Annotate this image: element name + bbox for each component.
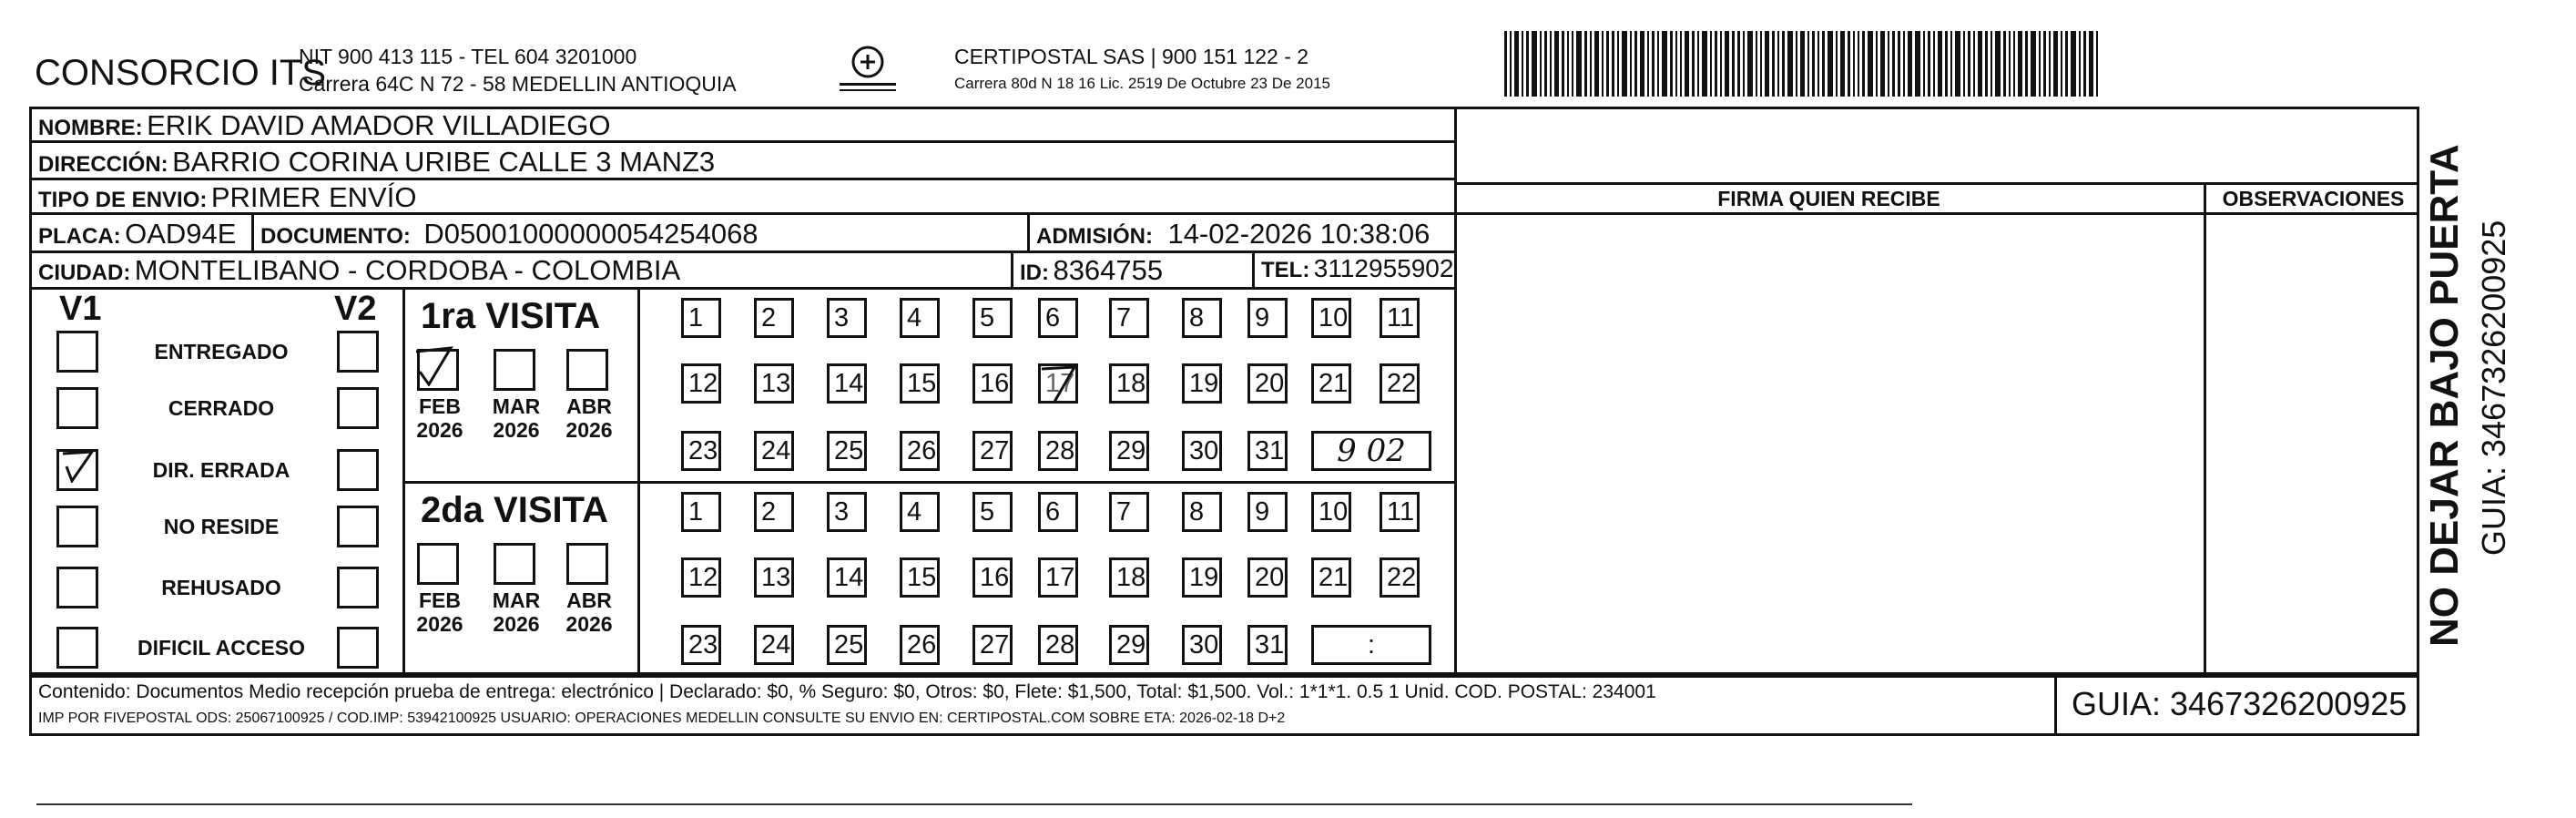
id-value: 8364755 bbox=[1053, 254, 1164, 286]
day-box[interactable]: 1 bbox=[681, 492, 721, 532]
month-label: FEB 2026 bbox=[416, 394, 463, 442]
v1-checkbox[interactable] bbox=[56, 567, 98, 608]
admision-field bbox=[1036, 218, 1430, 251]
day-box[interactable]: 20 bbox=[1247, 557, 1288, 598]
v2-checkbox[interactable] bbox=[337, 331, 379, 373]
observaciones-label: OBSERVACIONES bbox=[2222, 187, 2405, 210]
day-box[interactable]: 23 bbox=[681, 431, 721, 471]
month-label: ABR 2026 bbox=[565, 588, 613, 636]
admision-value: 14-02-2026 10:38:06 bbox=[1167, 218, 1431, 250]
day-box[interactable]: 16 bbox=[972, 363, 1013, 404]
day-box[interactable]: 24 bbox=[754, 431, 794, 471]
day-box[interactable]: 21 bbox=[1311, 557, 1351, 598]
day-box[interactable]: 26 bbox=[900, 431, 940, 471]
tipo-envio-value: PRIMER ENVÍO bbox=[210, 181, 417, 213]
day-box[interactable]: 10 bbox=[1311, 492, 1351, 532]
day-box[interactable]: 19 bbox=[1182, 363, 1222, 404]
day-box[interactable]: 9 bbox=[1247, 298, 1288, 338]
tel-label: TEL: bbox=[1261, 258, 1310, 282]
bottom-cut-line bbox=[36, 803, 1912, 805]
day-box[interactable]: 21 bbox=[1311, 363, 1351, 404]
month-checkbox-feb[interactable] bbox=[417, 543, 459, 585]
day-box[interactable]: 22 bbox=[1380, 363, 1420, 404]
certipostal-logo-icon bbox=[836, 42, 900, 97]
first-visit-title: 1ra VISITA bbox=[421, 296, 601, 336]
month-checkbox-abr[interactable] bbox=[566, 349, 608, 391]
placa-field bbox=[38, 218, 236, 251]
day-box[interactable]: 27 bbox=[972, 431, 1013, 471]
v2-label: V2 bbox=[334, 290, 377, 328]
direccion-value: BARRIO CORINA URIBE CALLE 3 MANZ3 bbox=[172, 146, 716, 178]
day-box[interactable]: 15 bbox=[900, 557, 940, 598]
day-box[interactable]: 3 bbox=[827, 492, 867, 532]
day-box[interactable]: 13 bbox=[754, 557, 794, 598]
v1-checkbox[interactable] bbox=[56, 627, 98, 669]
status-label: CERRADO bbox=[168, 396, 275, 420]
status-label: ENTREGADO bbox=[154, 340, 289, 363]
day-box[interactable]: 18 bbox=[1109, 557, 1149, 598]
day-box[interactable]: 11 bbox=[1380, 298, 1420, 338]
v1-checkbox[interactable] bbox=[56, 331, 98, 373]
day-box[interactable]: 5 bbox=[972, 298, 1013, 338]
day-box[interactable]: 12 bbox=[681, 557, 721, 598]
day-box[interactable]: 7 bbox=[1109, 492, 1149, 532]
day-box[interactable]: 1 bbox=[681, 298, 721, 338]
v2-checkbox[interactable] bbox=[337, 449, 379, 491]
footer-impresion: IMP POR FIVEPOSTAL ODS: 25067100925 / COD.IMP: 53942100925 USUARIO: OPERACIONES MEDELLIN CONSULTE SU ENVIO EN: CERTIPOSTAL.COM SOBRE ETA: 2026-02-18 D+2 bbox=[38, 711, 1286, 726]
day-box[interactable]: 27 bbox=[972, 625, 1013, 665]
barcode bbox=[1504, 31, 2224, 97]
day-box[interactable]: 25 bbox=[827, 431, 867, 471]
id-field bbox=[1020, 254, 1163, 287]
day-box[interactable]: 2 bbox=[754, 298, 794, 338]
company-nit-tel: NIT 900 413 115 - TEL 604 3201000 bbox=[299, 45, 637, 68]
day-box[interactable]: 30 bbox=[1182, 431, 1222, 471]
day-box[interactable]: 22 bbox=[1380, 557, 1420, 598]
tipo-envio-label: TIPO DE ENVIO: bbox=[38, 188, 208, 212]
day-box[interactable]: 7 bbox=[1109, 298, 1149, 338]
day-box[interactable]: 26 bbox=[900, 625, 940, 665]
tel-value: 3112955902 bbox=[1313, 254, 1454, 282]
day-box[interactable]: 8 bbox=[1182, 298, 1222, 338]
nombre-label: NOMBRE: bbox=[38, 116, 143, 140]
first-visit-time-box[interactable]: 9 02 bbox=[1311, 431, 1431, 471]
month-label: MAR 2026 bbox=[492, 394, 541, 442]
day-box[interactable]: 19 bbox=[1182, 557, 1222, 598]
status-label: DIFICIL ACCESO bbox=[137, 636, 305, 660]
documento-field bbox=[260, 218, 759, 251]
day-box[interactable]: 31 bbox=[1247, 625, 1288, 665]
day-box[interactable]: 29 bbox=[1109, 625, 1149, 665]
admision-label: ADMISIÓN: bbox=[1036, 224, 1153, 249]
second-visit-time-box[interactable]: : bbox=[1311, 625, 1431, 665]
day-box[interactable]: 17 bbox=[1038, 363, 1078, 404]
day-box[interactable]: 29 bbox=[1109, 431, 1149, 471]
month-checkbox-feb[interactable] bbox=[417, 349, 459, 391]
nombre-row bbox=[38, 109, 610, 142]
day-box[interactable]: 31 bbox=[1247, 431, 1288, 471]
day-box[interactable]: 11 bbox=[1380, 492, 1420, 532]
v2-checkbox[interactable] bbox=[337, 506, 379, 547]
v1-checkbox[interactable] bbox=[56, 449, 98, 491]
month-checkbox-mar[interactable] bbox=[494, 543, 535, 585]
certipostal-line-2: Carrera 80d N 18 16 Lic. 2519 De Octubre 23 De 2015 bbox=[954, 75, 1330, 92]
day-box[interactable]: 28 bbox=[1038, 431, 1078, 471]
month-checkbox-abr[interactable] bbox=[566, 543, 608, 585]
certipostal-line-1: CERTIPOSTAL SAS | 900 151 122 - 2 bbox=[954, 45, 1309, 68]
company-address: Carrera 64C N 72 - 58 MEDELLIN ANTIOQUIA bbox=[299, 72, 737, 96]
documento-label: DOCUMENTO: bbox=[260, 224, 411, 249]
v2-checkbox[interactable] bbox=[337, 387, 379, 429]
day-box[interactable]: 13 bbox=[754, 363, 794, 404]
ciudad-value: MONTELIBANO - CORDOBA - COLOMBIA bbox=[134, 254, 681, 286]
day-box[interactable]: 6 bbox=[1038, 492, 1078, 532]
day-box[interactable]: 25 bbox=[827, 625, 867, 665]
no-dejar-bajo-puerta-text: NO DEJAR BAJO PUERTA bbox=[2422, 144, 2467, 647]
month-label: ABR 2026 bbox=[565, 394, 613, 442]
day-box[interactable]: 3 bbox=[827, 298, 867, 338]
day-box[interactable]: 4 bbox=[900, 298, 940, 338]
day-box[interactable]: 5 bbox=[972, 492, 1013, 532]
month-label: FEB 2026 bbox=[416, 588, 463, 636]
direccion-label: DIRECCIÓN: bbox=[38, 152, 168, 177]
day-box[interactable]: 16 bbox=[972, 557, 1013, 598]
day-box[interactable]: 14 bbox=[827, 363, 867, 404]
day-box[interactable]: 12 bbox=[681, 363, 721, 404]
day-box[interactable]: 4 bbox=[900, 492, 940, 532]
day-box[interactable]: 17 bbox=[1038, 557, 1078, 598]
month-checkbox-mar[interactable] bbox=[494, 349, 535, 391]
placa-label: PLACA: bbox=[38, 224, 121, 249]
status-label: NO RESIDE bbox=[163, 515, 280, 538]
day-box[interactable]: 18 bbox=[1109, 363, 1149, 404]
direccion-row bbox=[38, 146, 715, 179]
day-box[interactable]: 2 bbox=[754, 492, 794, 532]
day-box[interactable]: 15 bbox=[900, 363, 940, 404]
day-box[interactable]: 23 bbox=[681, 625, 721, 665]
firma-quien-recibe-label: FIRMA QUIEN RECIBE bbox=[1717, 187, 1940, 210]
second-visit-title: 2da VISITA bbox=[421, 490, 608, 530]
footer-contenido: Contenido: Documentos Medio recepción prueba de entrega: electrónico | Declarado: $0, % Seguro: $0, Otros: $0, Flete: $1,500, Total: $1,500. Vol.: 1*1*1. 0.5 1 Unid. COD. POSTAL: 234001 bbox=[38, 681, 1656, 702]
v2-checkbox[interactable] bbox=[337, 627, 379, 669]
placa-value: OAD94E bbox=[125, 218, 237, 250]
day-box[interactable]: 30 bbox=[1182, 625, 1222, 665]
tipo-envio-row bbox=[38, 181, 416, 214]
company-name: CONSORCIO ITS bbox=[35, 53, 327, 93]
tel-field bbox=[1261, 254, 1453, 283]
documento-value: D05001000000054254068 bbox=[423, 218, 759, 250]
day-box[interactable]: 6 bbox=[1038, 298, 1078, 338]
day-box[interactable]: 8 bbox=[1182, 492, 1222, 532]
v1-checkbox[interactable] bbox=[56, 506, 98, 547]
status-label: DIR. ERRADA bbox=[152, 458, 290, 482]
day-box[interactable]: 28 bbox=[1038, 625, 1078, 665]
ciudad-label: CIUDAD: bbox=[38, 261, 131, 285]
day-box[interactable]: 24 bbox=[754, 625, 794, 665]
v1-checkbox[interactable] bbox=[56, 387, 98, 429]
month-label: MAR 2026 bbox=[492, 588, 541, 636]
vertical-guia-text: GUIA: 3467326200925 bbox=[2475, 220, 2512, 556]
ciudad-field bbox=[38, 254, 680, 287]
day-box[interactable]: 14 bbox=[827, 557, 867, 598]
v2-checkbox[interactable] bbox=[337, 567, 379, 608]
footer-guia: GUIA: 3467326200925 bbox=[2072, 685, 2408, 722]
day-box[interactable]: 20 bbox=[1247, 363, 1288, 404]
day-box[interactable]: 9 bbox=[1247, 492, 1288, 532]
v1-label: V1 bbox=[59, 290, 102, 328]
id-label: ID: bbox=[1020, 261, 1049, 285]
status-label: REHUSADO bbox=[161, 576, 281, 599]
nombre-value: ERIK DAVID AMADOR VILLADIEGO bbox=[147, 109, 611, 141]
day-box[interactable]: 10 bbox=[1311, 298, 1351, 338]
